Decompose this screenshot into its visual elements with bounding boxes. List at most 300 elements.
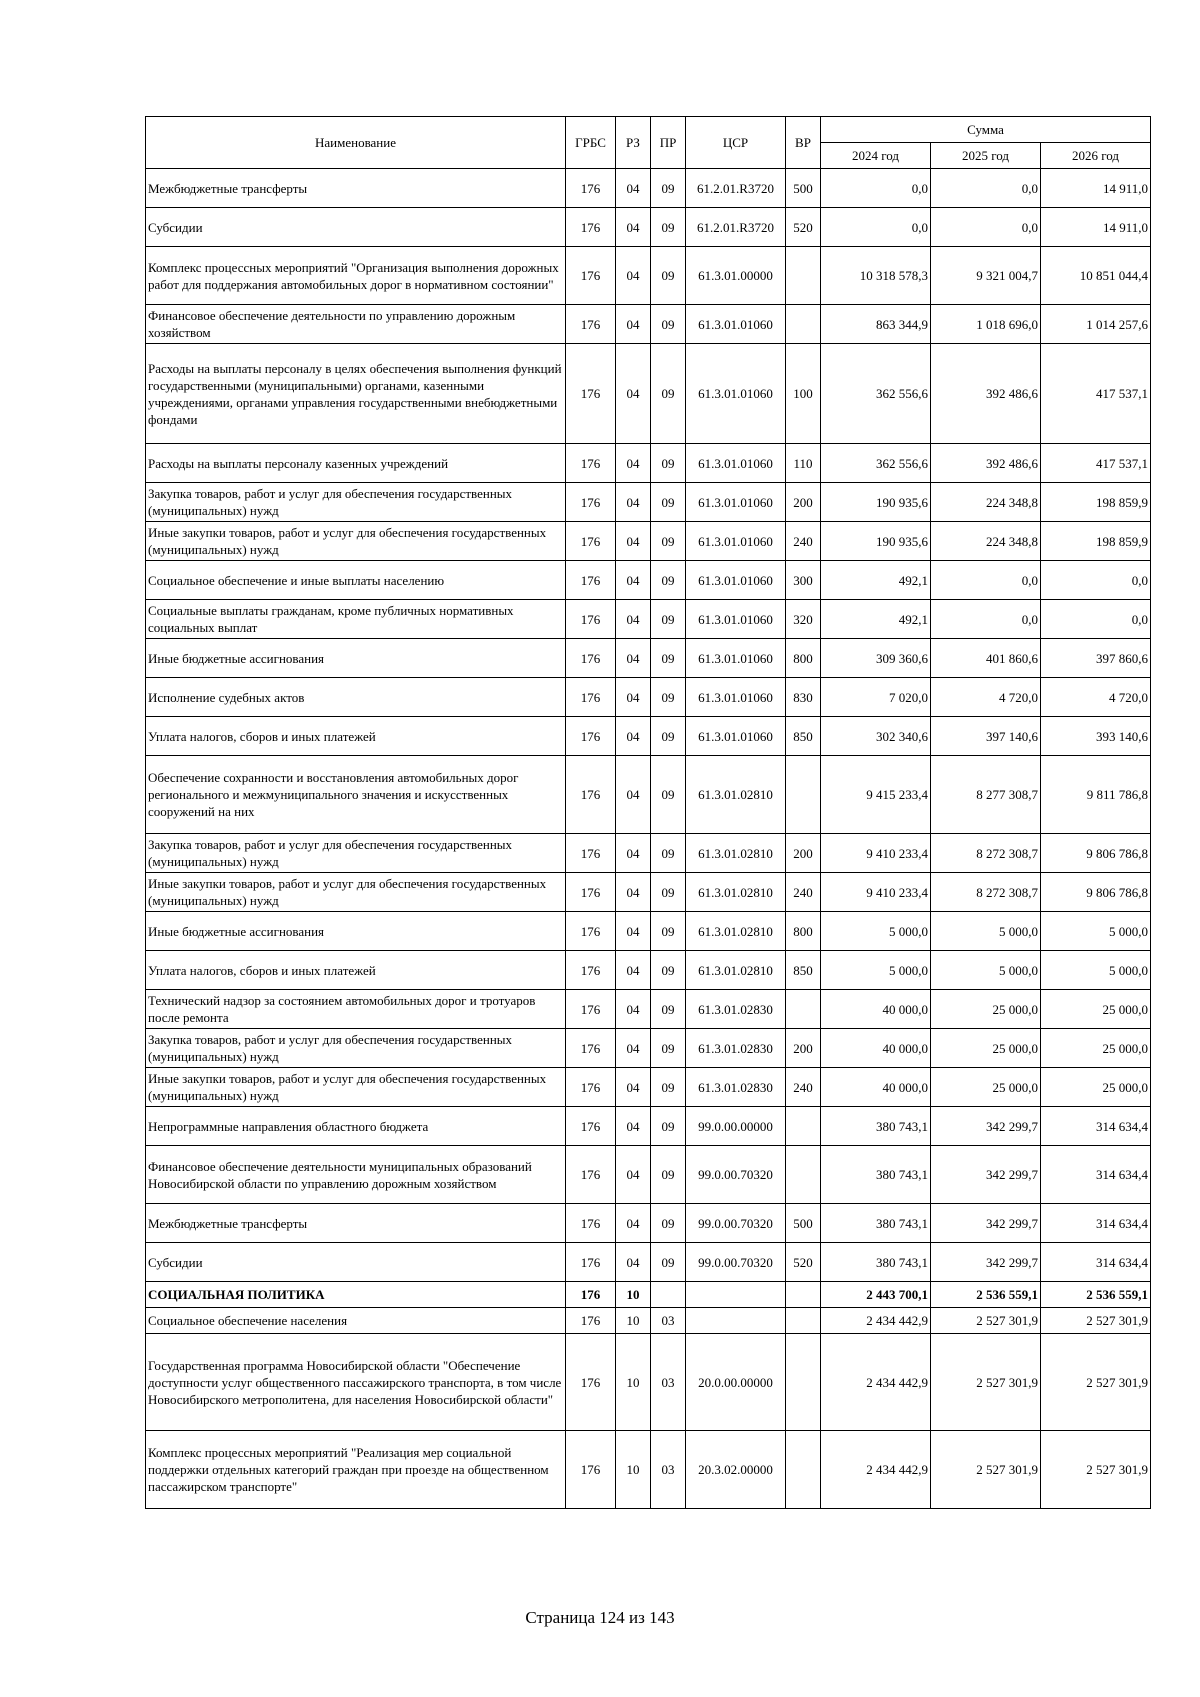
row-amount-2025: 1 018 696,0: [931, 305, 1041, 344]
row-vr: 520: [786, 208, 821, 247]
row-amount-2026: 5 000,0: [1041, 912, 1151, 951]
row-amount-2026: 417 537,1: [1041, 344, 1151, 444]
row-amount-2025: 8 272 308,7: [931, 873, 1041, 912]
row-vr: 520: [786, 1243, 821, 1282]
header-name: Наименование: [146, 117, 566, 169]
row-rz: 04: [616, 990, 651, 1029]
page-number: Страница 124 из 143: [525, 1608, 675, 1627]
row-amount-2026: 198 859,9: [1041, 522, 1151, 561]
table-row: [146, 1029, 1151, 1068]
row-csr: 61.3.01.01060: [686, 600, 786, 639]
row-pr: 09: [651, 873, 686, 912]
row-rz: 04: [616, 344, 651, 444]
row-pr: 09: [651, 305, 686, 344]
row-amount-2025: 397 140,6: [931, 717, 1041, 756]
table-row: [146, 678, 1151, 717]
row-grbs: 176: [566, 1334, 616, 1431]
row-amount-2024: 492,1: [821, 600, 931, 639]
row-pr: 09: [651, 561, 686, 600]
row-rz: 04: [616, 717, 651, 756]
row-amount-2025: 9 321 004,7: [931, 247, 1041, 305]
header-rz: РЗ: [616, 117, 651, 169]
row-grbs: 176: [566, 561, 616, 600]
row-rz: 10: [616, 1431, 651, 1509]
row-name: Социальное обеспечение населения: [146, 1308, 566, 1334]
row-rz: 04: [616, 834, 651, 873]
row-pr: 09: [651, 208, 686, 247]
row-name: Технический надзор за состоянием автомобильных дорог и тротуаров после ремонта: [146, 990, 566, 1029]
row-grbs: 176: [566, 717, 616, 756]
table-row: [146, 756, 1151, 834]
row-vr: 830: [786, 678, 821, 717]
table-row: [146, 522, 1151, 561]
row-pr: 03: [651, 1334, 686, 1431]
row-name: Субсидии: [146, 1243, 566, 1282]
row-amount-2025: 342 299,7: [931, 1107, 1041, 1146]
row-amount-2026: 5 000,0: [1041, 951, 1151, 990]
row-grbs: 176: [566, 834, 616, 873]
row-rz: 04: [616, 1243, 651, 1282]
row-amount-2026: 2 527 301,9: [1041, 1334, 1151, 1431]
row-pr: 09: [651, 1107, 686, 1146]
row-csr: 61.3.01.02810: [686, 951, 786, 990]
row-pr: 09: [651, 444, 686, 483]
row-name: Исполнение судебных актов: [146, 678, 566, 717]
row-rz: 04: [616, 208, 651, 247]
row-amount-2025: 2 536 559,1: [931, 1282, 1041, 1308]
row-rz: 10: [616, 1308, 651, 1334]
row-grbs: 176: [566, 1308, 616, 1334]
row-grbs: 176: [566, 1243, 616, 1282]
row-vr: 500: [786, 169, 821, 208]
row-amount-2024: 190 935,6: [821, 483, 931, 522]
table-row: [146, 951, 1151, 990]
row-pr: 09: [651, 1146, 686, 1204]
row-pr: 09: [651, 1029, 686, 1068]
row-amount-2025: 342 299,7: [931, 1146, 1041, 1204]
row-csr: 61.2.01.R3720: [686, 208, 786, 247]
row-amount-2024: 190 935,6: [821, 522, 931, 561]
row-amount-2026: 2 536 559,1: [1041, 1282, 1151, 1308]
row-name: СОЦИАЛЬНАЯ ПОЛИТИКА: [146, 1282, 566, 1308]
row-grbs: 176: [566, 1146, 616, 1204]
row-grbs: 176: [566, 600, 616, 639]
row-amount-2024: 40 000,0: [821, 1068, 931, 1107]
table-row: [146, 1068, 1151, 1107]
header-vr: ВР: [786, 117, 821, 169]
header-grbs: ГРБС: [566, 117, 616, 169]
row-amount-2025: 8 277 308,7: [931, 756, 1041, 834]
row-name: Расходы на выплаты персоналу казенных учреждений: [146, 444, 566, 483]
row-pr: 09: [651, 169, 686, 208]
row-name: Расходы на выплаты персоналу в целях обеспечения выполнения функций государственными (муниципальными) органами, казенными учреждениями, органами управления государственными внебюджетными фондами: [146, 344, 566, 444]
row-pr: 09: [651, 639, 686, 678]
row-name: Субсидии: [146, 208, 566, 247]
row-amount-2024: 7 020,0: [821, 678, 931, 717]
row-csr: 99.0.00.70320: [686, 1146, 786, 1204]
row-amount-2026: 314 634,4: [1041, 1243, 1151, 1282]
row-rz: 04: [616, 756, 651, 834]
row-amount-2026: 2 527 301,9: [1041, 1308, 1151, 1334]
row-csr: 99.0.00.00000: [686, 1107, 786, 1146]
row-csr: 61.3.01.01060: [686, 305, 786, 344]
row-amount-2024: 40 000,0: [821, 990, 931, 1029]
row-pr: [651, 1282, 686, 1308]
row-amount-2026: 10 851 044,4: [1041, 247, 1151, 305]
row-amount-2026: 4 720,0: [1041, 678, 1151, 717]
row-amount-2024: 5 000,0: [821, 951, 931, 990]
table-row: [146, 600, 1151, 639]
row-amount-2024: 9 415 233,4: [821, 756, 931, 834]
row-rz: 04: [616, 912, 651, 951]
row-csr: 61.3.01.00000: [686, 247, 786, 305]
row-amount-2024: 9 410 233,4: [821, 834, 931, 873]
row-rz: 10: [616, 1334, 651, 1431]
row-pr: 03: [651, 1431, 686, 1509]
row-amount-2025: 392 486,6: [931, 344, 1041, 444]
row-amount-2024: 2 443 700,1: [821, 1282, 931, 1308]
row-amount-2024: 40 000,0: [821, 1029, 931, 1068]
row-amount-2025: 0,0: [931, 208, 1041, 247]
row-rz: 04: [616, 600, 651, 639]
row-amount-2024: 380 743,1: [821, 1204, 931, 1243]
row-amount-2025: 224 348,8: [931, 522, 1041, 561]
row-amount-2026: 9 806 786,8: [1041, 834, 1151, 873]
row-name: Иные закупки товаров, работ и услуг для обеспечения государственных (муниципальных) нужд: [146, 1068, 566, 1107]
table-row: [146, 1243, 1151, 1282]
row-amount-2025: 0,0: [931, 600, 1041, 639]
header-year-2024: 2024 год: [821, 143, 931, 169]
row-csr: 61.3.01.02810: [686, 834, 786, 873]
header-pr: ПР: [651, 117, 686, 169]
row-amount-2026: 314 634,4: [1041, 1146, 1151, 1204]
row-amount-2026: 417 537,1: [1041, 444, 1151, 483]
row-grbs: 176: [566, 169, 616, 208]
table-row: [146, 639, 1151, 678]
row-rz: 04: [616, 483, 651, 522]
row-name: Финансовое обеспечение деятельности муниципальных образований Новосибирской области по управлению дорожным хозяйством: [146, 1146, 566, 1204]
row-amount-2025: 25 000,0: [931, 990, 1041, 1029]
row-vr: [786, 1308, 821, 1334]
row-csr: 61.3.01.01060: [686, 717, 786, 756]
row-vr: 110: [786, 444, 821, 483]
row-amount-2026: 2 527 301,9: [1041, 1431, 1151, 1509]
row-csr: 61.3.01.02810: [686, 873, 786, 912]
row-grbs: 176: [566, 990, 616, 1029]
row-vr: 500: [786, 1204, 821, 1243]
row-pr: 09: [651, 522, 686, 561]
row-rz: 04: [616, 1204, 651, 1243]
row-amount-2026: 314 634,4: [1041, 1107, 1151, 1146]
row-amount-2024: 362 556,6: [821, 444, 931, 483]
row-amount-2025: 401 860,6: [931, 639, 1041, 678]
row-amount-2025: 2 527 301,9: [931, 1334, 1041, 1431]
row-amount-2025: 392 486,6: [931, 444, 1041, 483]
table-row: [146, 169, 1151, 208]
row-amount-2024: 0,0: [821, 169, 931, 208]
row-pr: 09: [651, 1204, 686, 1243]
row-grbs: 176: [566, 305, 616, 344]
table-row: [146, 1146, 1151, 1204]
row-csr: 99.0.00.70320: [686, 1243, 786, 1282]
row-name: Уплата налогов, сборов и иных платежей: [146, 951, 566, 990]
row-rz: 04: [616, 1029, 651, 1068]
row-rz: 04: [616, 1146, 651, 1204]
row-amount-2025: 4 720,0: [931, 678, 1041, 717]
row-amount-2026: 198 859,9: [1041, 483, 1151, 522]
row-csr: 61.3.01.02810: [686, 756, 786, 834]
row-grbs: 176: [566, 1282, 616, 1308]
row-name: Финансовое обеспечение деятельности по управлению дорожным хозяйством: [146, 305, 566, 344]
row-vr: [786, 990, 821, 1029]
row-name: Межбюджетные трансферты: [146, 1204, 566, 1243]
row-amount-2025: 8 272 308,7: [931, 834, 1041, 873]
row-amount-2026: 9 806 786,8: [1041, 873, 1151, 912]
row-name: Межбюджетные трансферты: [146, 169, 566, 208]
row-vr: [786, 1146, 821, 1204]
row-amount-2024: 309 360,6: [821, 639, 931, 678]
row-pr: 09: [651, 990, 686, 1029]
table-row: [146, 1282, 1151, 1308]
row-pr: 09: [651, 483, 686, 522]
row-csr: 61.3.01.01060: [686, 483, 786, 522]
row-pr: 09: [651, 600, 686, 639]
row-amount-2024: 302 340,6: [821, 717, 931, 756]
row-csr: 20.0.00.00000: [686, 1334, 786, 1431]
row-vr: [786, 1282, 821, 1308]
table-row: [146, 873, 1151, 912]
row-vr: 200: [786, 834, 821, 873]
row-csr: 61.3.01.01060: [686, 639, 786, 678]
row-vr: 800: [786, 639, 821, 678]
row-grbs: 176: [566, 522, 616, 561]
row-amount-2024: 5 000,0: [821, 912, 931, 951]
table-row: [146, 208, 1151, 247]
row-amount-2025: 342 299,7: [931, 1204, 1041, 1243]
row-csr: 99.0.00.70320: [686, 1204, 786, 1243]
row-csr: 61.3.01.02810: [686, 912, 786, 951]
row-vr: [786, 1107, 821, 1146]
row-grbs: 176: [566, 756, 616, 834]
row-vr: 200: [786, 483, 821, 522]
row-name: Непрограммные направления областного бюджета: [146, 1107, 566, 1146]
row-grbs: 176: [566, 344, 616, 444]
header-csr: ЦСР: [686, 117, 786, 169]
row-amount-2026: 0,0: [1041, 600, 1151, 639]
row-pr: 09: [651, 678, 686, 717]
row-csr: 61.3.01.02830: [686, 1068, 786, 1107]
row-vr: 320: [786, 600, 821, 639]
row-rz: 10: [616, 1282, 651, 1308]
row-amount-2024: 2 434 442,9: [821, 1308, 931, 1334]
table-header: [146, 117, 1151, 169]
row-csr: [686, 1282, 786, 1308]
row-amount-2025: 25 000,0: [931, 1068, 1041, 1107]
header-sum: Сумма: [821, 117, 1151, 143]
row-pr: 09: [651, 912, 686, 951]
row-vr: 300: [786, 561, 821, 600]
row-vr: [786, 1334, 821, 1431]
row-amount-2024: 380 743,1: [821, 1107, 931, 1146]
row-grbs: 176: [566, 1431, 616, 1509]
row-grbs: 176: [566, 208, 616, 247]
row-vr: [786, 247, 821, 305]
row-pr: 09: [651, 717, 686, 756]
row-amount-2026: 314 634,4: [1041, 1204, 1151, 1243]
row-csr: [686, 1308, 786, 1334]
table-row: [146, 344, 1151, 444]
row-amount-2024: 9 410 233,4: [821, 873, 931, 912]
row-grbs: 176: [566, 247, 616, 305]
row-csr: 61.3.01.01060: [686, 522, 786, 561]
row-name: Социальное обеспечение и иные выплаты населению: [146, 561, 566, 600]
table-row: [146, 247, 1151, 305]
table-row: [146, 990, 1151, 1029]
table-row: [146, 834, 1151, 873]
row-name: Уплата налогов, сборов и иных платежей: [146, 717, 566, 756]
row-rz: 04: [616, 951, 651, 990]
row-grbs: 176: [566, 1068, 616, 1107]
row-name: Государственная программа Новосибирской области "Обеспечение доступности услуг общественного пассажирского транспорта, в том числе Новосибирского метрополитена, для населения Новосибирской области": [146, 1334, 566, 1431]
row-csr: 61.3.01.02830: [686, 990, 786, 1029]
row-amount-2025: 2 527 301,9: [931, 1308, 1041, 1334]
row-pr: 09: [651, 247, 686, 305]
row-vr: 850: [786, 717, 821, 756]
table-body: [146, 169, 1151, 1509]
row-amount-2025: 0,0: [931, 561, 1041, 600]
row-amount-2025: 2 527 301,9: [931, 1431, 1041, 1509]
table-row: [146, 444, 1151, 483]
row-amount-2026: 397 860,6: [1041, 639, 1151, 678]
row-name: Обеспечение сохранности и восстановления автомобильных дорог регионального и межмуниципального значения и искусственных сооружений на них: [146, 756, 566, 834]
table-row: [146, 912, 1151, 951]
row-rz: 04: [616, 169, 651, 208]
row-grbs: 176: [566, 483, 616, 522]
row-grbs: 176: [566, 912, 616, 951]
row-grbs: 176: [566, 951, 616, 990]
row-rz: 04: [616, 247, 651, 305]
row-rz: 04: [616, 305, 651, 344]
row-amount-2025: 0,0: [931, 169, 1041, 208]
row-amount-2026: 25 000,0: [1041, 1068, 1151, 1107]
row-rz: 04: [616, 639, 651, 678]
row-csr: 61.3.01.01060: [686, 678, 786, 717]
row-vr: 850: [786, 951, 821, 990]
row-csr: 61.3.01.01060: [686, 561, 786, 600]
row-name: Комплекс процессных мероприятий "Организация выполнения дорожных работ для поддержания автомобильных дорог в нормативном состоянии": [146, 247, 566, 305]
row-pr: 09: [651, 951, 686, 990]
row-vr: 200: [786, 1029, 821, 1068]
row-rz: 04: [616, 561, 651, 600]
row-csr: 20.3.02.00000: [686, 1431, 786, 1509]
row-amount-2024: 380 743,1: [821, 1243, 931, 1282]
row-pr: 03: [651, 1308, 686, 1334]
row-name: Закупка товаров, работ и услуг для обеспечения государственных (муниципальных) нужд: [146, 834, 566, 873]
table-row: [146, 561, 1151, 600]
table-row: [146, 1334, 1151, 1431]
row-name: Социальные выплаты гражданам, кроме публичных нормативных социальных выплат: [146, 600, 566, 639]
table-row: [146, 1107, 1151, 1146]
row-vr: [786, 1431, 821, 1509]
row-grbs: 176: [566, 678, 616, 717]
row-amount-2026: 393 140,6: [1041, 717, 1151, 756]
row-name: Иные бюджетные ассигнования: [146, 912, 566, 951]
row-amount-2024: 0,0: [821, 208, 931, 247]
row-amount-2026: 0,0: [1041, 561, 1151, 600]
row-pr: 09: [651, 834, 686, 873]
table-row: [146, 1308, 1151, 1334]
row-vr: 100: [786, 344, 821, 444]
row-amount-2024: 362 556,6: [821, 344, 931, 444]
row-amount-2026: 9 811 786,8: [1041, 756, 1151, 834]
row-vr: [786, 756, 821, 834]
row-amount-2025: 224 348,8: [931, 483, 1041, 522]
row-amount-2024: 492,1: [821, 561, 931, 600]
row-vr: 240: [786, 522, 821, 561]
row-csr: 61.3.01.01060: [686, 344, 786, 444]
row-amount-2026: 1 014 257,6: [1041, 305, 1151, 344]
row-pr: 09: [651, 1243, 686, 1282]
row-amount-2025: 25 000,0: [931, 1029, 1041, 1068]
table-row: [146, 483, 1151, 522]
row-name: Иные закупки товаров, работ и услуг для обеспечения государственных (муниципальных) нужд: [146, 873, 566, 912]
row-csr: 61.3.01.02830: [686, 1029, 786, 1068]
table-row: [146, 717, 1151, 756]
row-csr: 61.3.01.01060: [686, 444, 786, 483]
row-name: Закупка товаров, работ и услуг для обеспечения государственных (муниципальных) нужд: [146, 483, 566, 522]
row-name: Закупка товаров, работ и услуг для обеспечения государственных (муниципальных) нужд: [146, 1029, 566, 1068]
row-grbs: 176: [566, 1029, 616, 1068]
header-year-2026: 2026 год: [1041, 143, 1151, 169]
row-csr: 61.2.01.R3720: [686, 169, 786, 208]
row-rz: 04: [616, 873, 651, 912]
row-vr: 240: [786, 1068, 821, 1107]
row-grbs: 176: [566, 639, 616, 678]
budget-table: [145, 116, 1151, 1509]
row-amount-2025: 5 000,0: [931, 912, 1041, 951]
row-pr: 09: [651, 1068, 686, 1107]
row-rz: 04: [616, 444, 651, 483]
row-pr: 09: [651, 344, 686, 444]
row-vr: 240: [786, 873, 821, 912]
row-rz: 04: [616, 1107, 651, 1146]
row-amount-2026: 14 911,0: [1041, 169, 1151, 208]
row-name: Комплекс процессных мероприятий "Реализация мер социальной поддержки отдельных категорий граждан при проезде на общественном пассажирском транспорте": [146, 1431, 566, 1509]
table-row: [146, 305, 1151, 344]
row-amount-2025: 342 299,7: [931, 1243, 1041, 1282]
row-name: Иные бюджетные ассигнования: [146, 639, 566, 678]
row-name: Иные закупки товаров, работ и услуг для обеспечения государственных (муниципальных) нужд: [146, 522, 566, 561]
row-grbs: 176: [566, 1204, 616, 1243]
row-amount-2024: 10 318 578,3: [821, 247, 931, 305]
row-vr: 800: [786, 912, 821, 951]
row-amount-2024: 380 743,1: [821, 1146, 931, 1204]
row-amount-2025: 5 000,0: [931, 951, 1041, 990]
row-amount-2024: 2 434 442,9: [821, 1431, 931, 1509]
row-grbs: 176: [566, 1107, 616, 1146]
row-grbs: 176: [566, 444, 616, 483]
row-amount-2024: 863 344,9: [821, 305, 931, 344]
row-pr: 09: [651, 756, 686, 834]
row-rz: 04: [616, 522, 651, 561]
table-row: [146, 1204, 1151, 1243]
row-amount-2026: 14 911,0: [1041, 208, 1151, 247]
row-amount-2024: 2 434 442,9: [821, 1334, 931, 1431]
row-grbs: 176: [566, 873, 616, 912]
row-rz: 04: [616, 678, 651, 717]
row-amount-2026: 25 000,0: [1041, 990, 1151, 1029]
row-vr: [786, 305, 821, 344]
